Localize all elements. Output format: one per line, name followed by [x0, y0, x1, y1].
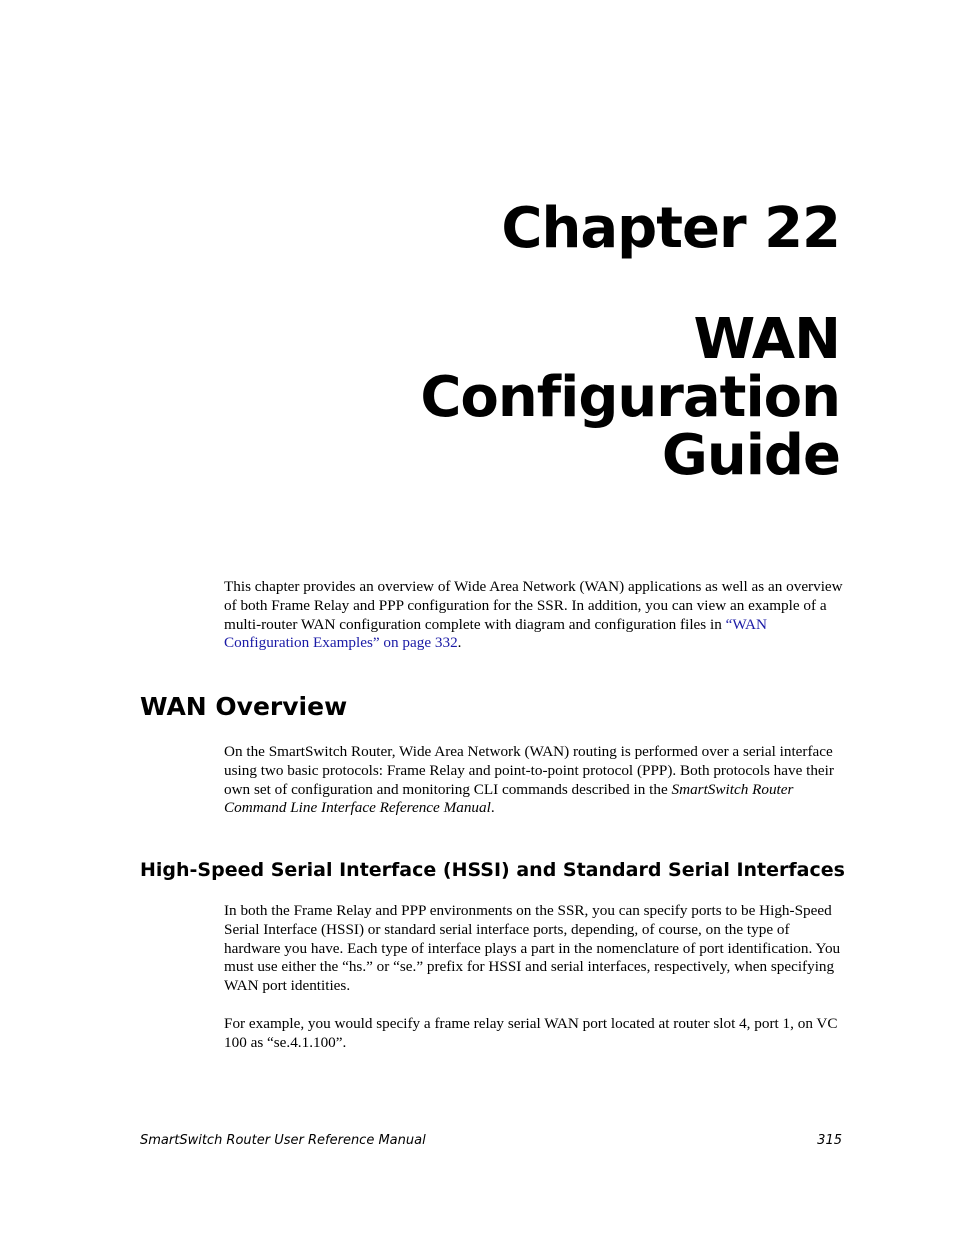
footer-manual-title: SmartSwitch Router User Reference Manual — [140, 1133, 426, 1148]
intro-text: This chapter provides an overview of Wide Area Network (WAN) applications as well as an overview of both Frame Relay and PPP configuration for the SSR. In addition, you can view an example of a multi-router WAN configuration complete with diagram and configuration files in — [224, 578, 843, 633]
wan-overview-end: . — [490, 799, 495, 817]
chapter-number: Chapter 22 — [501, 196, 840, 261]
chapter-title-line: WAN — [693, 307, 840, 372]
wan-overview-text: On the SmartSwitch Router, Wide Area Network (WAN) routing is performed over a serial interface using two basic protocols: Frame Relay and point-to-point protocol (PPP). Both protocols have their own set of configuration and monitoring CLI commands described in the — [224, 743, 834, 798]
hssi-paragraph-1: In both the Frame Relay and PPP environments on the SSR, you can specify ports to be High-Speed Serial Interface (HSSI) or standard serial interface ports, depending, of course, on the type of hardware you have. Each type of interface plays a part in the nomenclature of port identification. You must use either the “hs.” or “se.” prefix for HSSI and serial interfaces, respectively, when specifying WAN port identities. — [224, 902, 841, 995]
section-heading-hssi: High-Speed Serial Interface (HSSI) and Standard Serial Interfaces — [140, 859, 845, 881]
wan-examples-link[interactable]: “WAN Configuration Examples” on page 332 — [224, 615, 767, 652]
chapter-title-line: Configuration — [420, 365, 840, 430]
footer-page-number: 315 — [817, 1133, 842, 1148]
intro-paragraph — [224, 578, 844, 653]
chapter-title — [420, 307, 840, 488]
wan-overview-paragraph — [224, 743, 844, 818]
section-heading-wan-overview: WAN Overview — [140, 692, 348, 721]
intro-end: . — [457, 634, 462, 652]
chapter-title-line: Guide — [661, 423, 840, 488]
hssi-paragraph-2: For example, you would specify a frame relay serial WAN port located at router slot 4, port 1, on VC 100 as “se.4.1.100”. — [224, 1015, 838, 1051]
cli-manual-title: SmartSwitch Router Command Line Interface Reference Manual — [224, 780, 794, 817]
